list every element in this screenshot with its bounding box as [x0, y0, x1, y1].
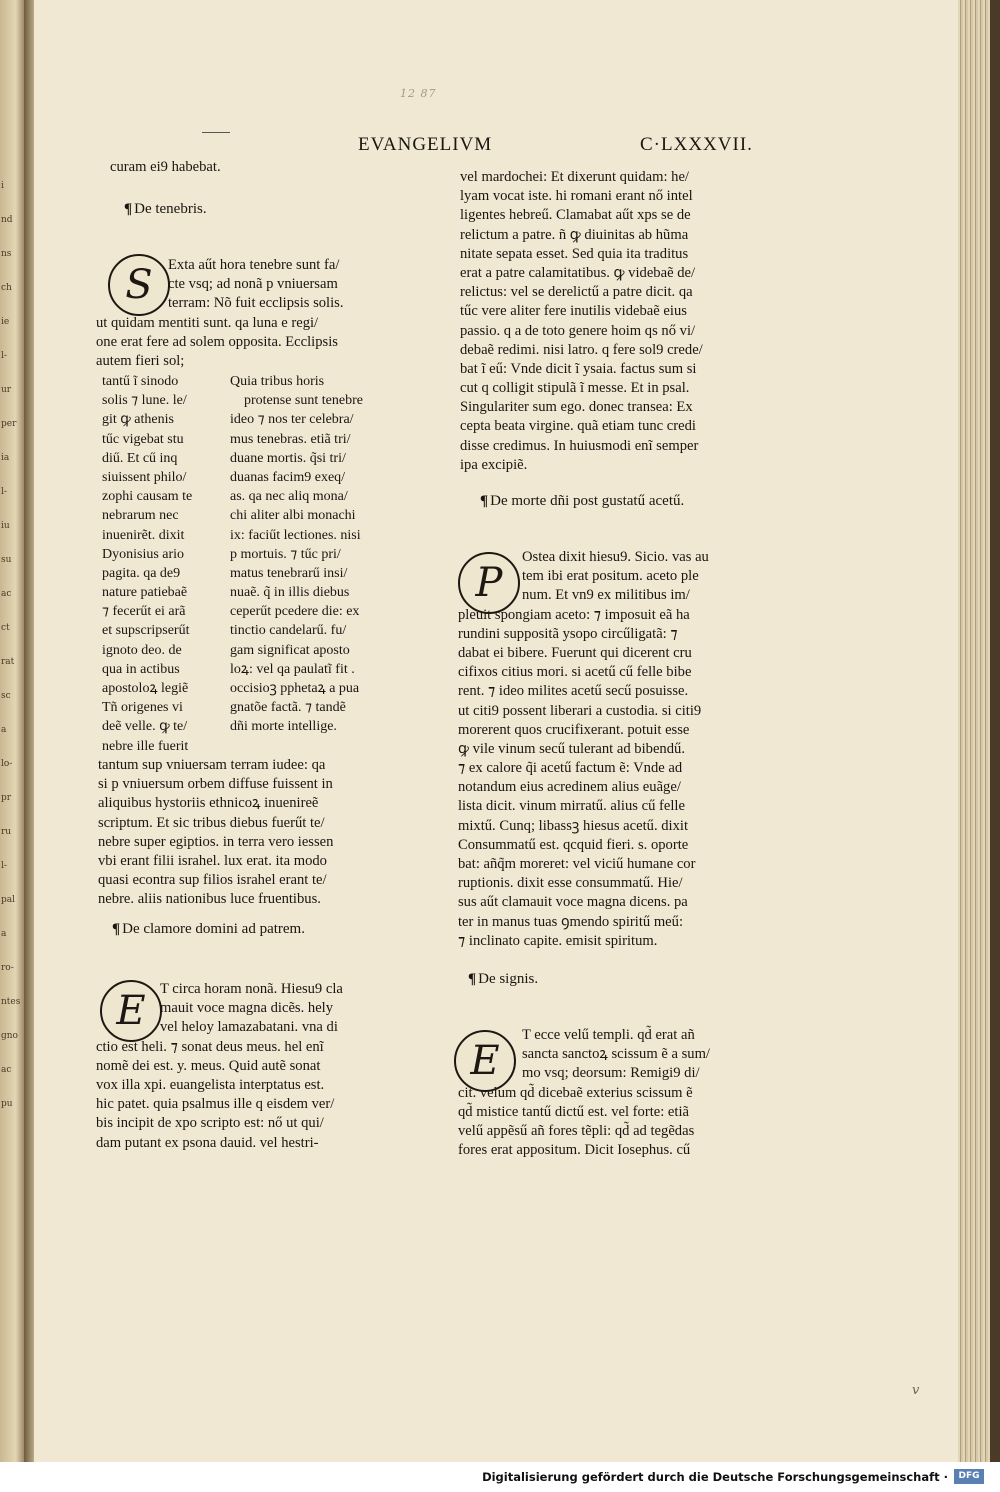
text-line: nebre ille fuerit	[102, 738, 189, 754]
text-line: lyam vocat iste. hi romani erant nő intel	[460, 188, 693, 205]
heading-de-clamore	[112, 920, 305, 939]
text-line: ⁊ ex calore q̃i acetű factum ẽ: Vnde ad	[458, 760, 683, 777]
text-line: ceperűt pcedere die: ex	[230, 604, 360, 620]
text-line: protense sunt tenebre	[244, 393, 363, 409]
text-line: et supscripserűt	[102, 623, 190, 639]
text-line: disse credimus. In huiusmodi enĩ semper	[460, 437, 699, 454]
facing-page-fragment: ns	[1, 249, 12, 259]
text-line: erat a patre calamitatibus. ꝙ videbaẽ de/	[460, 264, 696, 281]
gloss-quia-tribus	[230, 372, 390, 737]
text-line: ligentes hebreű. Clamabat aűt xps se de	[460, 207, 691, 224]
text-line: tantű ĩ sinodo	[102, 374, 179, 389]
initial-e2-decorated: E	[454, 1030, 516, 1092]
initial-s-decorated: S	[108, 254, 170, 316]
text-line: qd̃ mistice tantű dictű est. vel forte: etiã	[458, 1103, 689, 1120]
text-line: ignoto deo. de	[102, 642, 182, 658]
text-line: tinctio candelarű. fu/	[230, 623, 347, 639]
text-line: num. Et vn9 ex militibus im/	[522, 587, 690, 604]
text-line: ix: faciűt lectiones. nisi	[230, 527, 361, 543]
heading-text: De clamore domini ad patrem.	[122, 921, 305, 937]
heading-de-morte	[480, 492, 684, 511]
text-line: nomẽ dei est. y. meus. Quid autẽ sonat	[96, 1057, 321, 1074]
text-line: tűc vere aliter fere inutilis videbaẽ eius	[460, 303, 687, 320]
heading-text: De signis.	[478, 971, 539, 987]
facing-page-fragment: sc	[1, 691, 11, 701]
facing-page-fragment: pr	[1, 793, 12, 803]
facing-page-fragment: ac	[1, 1065, 12, 1075]
text-line: terram: Nõ fuit ecclipsis solis.	[168, 295, 344, 312]
facing-page-fragment: ntes	[1, 997, 21, 1007]
facing-page-fragment: l-	[1, 861, 7, 871]
text-line: Consummatű est. qcquid fieri. s. oporte	[458, 836, 689, 853]
facing-page-fragment: i	[1, 181, 4, 191]
text-line: cepta beata virgine. quã etiam tunc credi	[460, 418, 696, 435]
text-line: ut quidam mentiti sunt. qa luna e regi/	[96, 314, 319, 331]
text-line: cit. velum qd̃ dicebaẽ exterius scissum ẽ	[458, 1084, 693, 1101]
pilcrow-icon: ¶	[480, 493, 489, 509]
running-title: EVANGELIVM	[358, 134, 493, 155]
facing-page-fragment: ch	[1, 283, 12, 293]
paragraph-tail	[98, 756, 388, 910]
text-line: debaẽ redimi. nisi latro. q fere sol9 crede/	[460, 341, 703, 358]
facing-page-fragment: l-	[1, 351, 7, 361]
text-line: inuenirẽt. dixit	[102, 527, 185, 543]
heading-text: De tenebris.	[134, 201, 207, 217]
text-line: lista dicit. vinum mirratű. alius cű felle	[458, 798, 685, 815]
text-line: mauit voce magna dicẽs. hely	[160, 1000, 334, 1017]
text-line: mo vsq; deorsum: Remigi9 di/	[522, 1065, 700, 1082]
text-line: qua in actibus	[102, 661, 180, 677]
facing-page-fragment: a	[1, 929, 7, 939]
text-line: Quia tribus horis	[230, 374, 325, 389]
facing-page-fragment: ur	[1, 385, 12, 395]
text-line: duanas facim9 exeq/	[230, 469, 346, 485]
facing-page-fragment: ct	[1, 623, 10, 633]
text-line: passio. q a de toto genere hoim qs nő vi/	[460, 322, 696, 339]
text-line: bis incipit de xpo scripto est: nő ut qui/	[96, 1115, 324, 1132]
text-line: pagita. qa de9	[102, 565, 181, 581]
text-line: ter in manus tuas ꝯmendo spiritű meű:	[458, 913, 684, 930]
dfg-logo: DFG	[954, 1469, 984, 1484]
text-line: tűc vigebat stu	[102, 431, 184, 447]
paragraph-postea	[458, 548, 760, 951]
text-line: pleuit spongiam aceto: ⁊ imposuit eã ha	[458, 606, 690, 623]
text-line: dabat ei bibere. Fuerunt qui dicerent cru	[458, 644, 692, 661]
text-line: nature patiebaẽ	[102, 585, 188, 601]
text-line: gam significat aposto	[230, 642, 350, 658]
text-line: T ecce velű templi. qd̃ erat añ	[522, 1027, 695, 1043]
text-line: si p vniuersum orbem diffuse fuissent in	[98, 776, 333, 793]
text-line: relictus: vel se derelictű a patre dicit. qa	[460, 284, 693, 301]
text-line: fores erat appositum. Dicit Iosephus. cű	[458, 1142, 691, 1159]
text-line: one erat fere ad solem opposita. Ecclipsis	[96, 333, 338, 350]
text-line: ut citi9 possent liberari a custodia. si citi9	[458, 702, 702, 719]
text-line: hic patet. quia psalmus ille q eisdem ver/	[96, 1096, 335, 1113]
text-line: sancta sanctoꝝ scissum ẽ a sum/	[522, 1046, 710, 1063]
text-line: gnatõe factã. ⁊ tandẽ	[230, 700, 346, 716]
facing-page-fragment: rat	[1, 657, 15, 667]
text-line: matus tenebrarű insi/	[230, 565, 348, 581]
signature-mark: v	[912, 1383, 920, 1398]
text-line: mixtű. Cunq; libassꝫ hiesus acetű. dixit	[458, 817, 688, 834]
text-line: duane mortis. q̃si tri/	[230, 450, 346, 466]
paragraph-sexta-hora	[96, 256, 386, 371]
facing-page-fragment: gno	[1, 1031, 18, 1041]
folio-number: C·LXXXVII.	[640, 134, 753, 155]
text-line: aliquibus hystoriis ethnicoꝝ inuenireẽ	[98, 795, 319, 812]
text-line: bat: añq̃m moreret: vel viciű humane cor	[458, 856, 696, 872]
text-line: nitate sepata esset. Sed quia ita traditus	[460, 245, 689, 262]
text-line: ꝙ vile vinum secű tulerant ad bibendű.	[458, 740, 685, 757]
text-line: siuissent philo/	[102, 469, 187, 485]
text-line: Singulariter sum ego. donec transea: Ex	[460, 399, 693, 416]
text-line: sus aűt clamauit voce magna dicens. pa	[458, 894, 688, 911]
text-line: Exta aűt hora tenebre sunt fa/	[168, 257, 340, 273]
pilcrow-icon: ¶	[468, 971, 477, 987]
text-line: loꝝ: vel qa paulatĩ fit .	[230, 661, 355, 677]
text-line: vbi erant filii israhel. lux erat. ita modo	[98, 852, 327, 869]
facing-page-fragment: ru	[1, 827, 12, 837]
text-line: ruptionis. dixit esse consummatű. Hie/	[458, 875, 683, 892]
text-line: solis ⁊ lune. le/	[102, 393, 187, 409]
paragraph-circa-horam	[96, 980, 386, 1153]
text-line: ⁊ fecerűt ei arã	[102, 604, 186, 620]
text-line: Tñ origenes vi	[102, 700, 183, 716]
text-line: rundini suppositã ysopo circűligatã: ⁊	[458, 625, 678, 642]
text-line: T circa horam nonã. Hiesu9 cla	[160, 981, 343, 997]
text-line: mus tenebras. etiã tri/	[230, 431, 351, 447]
text-line: cte vsq; ad nonã p vniuersam	[168, 276, 338, 293]
text-line: deẽ velle. ꝙ te/	[102, 719, 188, 735]
facing-page-fragment: pu	[1, 1099, 13, 1109]
text-line: tem ibi erat positum. aceto ple	[522, 568, 699, 585]
facing-page-fragment: iu	[1, 521, 10, 531]
text-line: ⁊ inclinato capite. emisit spiritum.	[458, 932, 658, 949]
text-line: scriptum. Et sic tribus diebus fuerűt te/	[98, 814, 325, 831]
funding-credit: Digitalisierung gefördert durch die Deutsche Forschungsgemeinschaft ·	[482, 1470, 948, 1484]
initial-e-decorated: E	[100, 980, 162, 1042]
text-line: rent. ⁊ ideo milites acetű secű posuisse.	[458, 683, 689, 700]
heading-text: De morte dñi post gustatű acetű.	[490, 493, 685, 509]
text-line: bat ĩ eű: Vnde dicit ĩ ysaia. factus sum si	[460, 360, 697, 377]
pilcrow-icon: ¶	[112, 921, 121, 937]
text-line: occisioꝫ pphetaꝝ a pua	[230, 681, 360, 696]
text-line: relictum a patre. ñ ꝙ diuinitas ab hũma	[460, 226, 689, 243]
text-line: nebre. aliis nationibus luce fruentibus.	[98, 891, 321, 908]
text-line: ctio est heli. ⁊ sonat deus meus. hel enĩ	[96, 1038, 324, 1055]
text-line: velű appẽsű añ fores tẽpli: qd̃ ad tegẽdas	[458, 1122, 695, 1139]
text-line: cifixos citius mori. si acetű cű felle bibe	[458, 664, 692, 681]
text-line: nebrarum nec	[102, 508, 179, 524]
text-line: Dyonisius ario	[102, 546, 185, 562]
facing-page-fragment: nd	[1, 215, 13, 225]
heading-de-tenebris	[124, 200, 207, 219]
text-line: notandum eius acredinem alius euãge/	[458, 779, 681, 796]
facing-page-fragment: l-	[1, 487, 7, 497]
text-line: Ostea dixit hiesu9. Sicio. vas au	[522, 549, 709, 565]
facing-page-edge	[0, 0, 26, 1462]
book-cover-edge	[990, 0, 1000, 1462]
text-line: morerent quos crucifixerant. potuit esse	[458, 721, 690, 738]
footer-bar	[0, 1462, 1000, 1492]
paragraph-narrow	[102, 372, 220, 756]
text-line: as. qa nec aliq mona/	[230, 489, 348, 505]
text-line: vel mardochei: Et dixerunt quidam: he/	[460, 169, 689, 185]
text-line: p mortuis. ⁊ tűc pri/	[230, 546, 341, 562]
initial-p-decorated: P	[458, 552, 520, 614]
paragraph-ecce-velum	[458, 1026, 758, 1160]
text-line: vox illa xpi. euangelista interptatus est.	[96, 1076, 325, 1093]
facing-page-fragment: pal	[1, 895, 16, 905]
text-line: nuaẽ. q̃ in illis diebus	[230, 585, 350, 601]
text-line: quasi econtra sup filios israhel erant te/	[98, 872, 327, 889]
text-line: dñi morte intellige.	[230, 719, 337, 735]
pencil-note: 12 87	[400, 87, 437, 100]
facing-page-fragment: lo-	[1, 759, 13, 769]
facing-page-fragment: ie	[1, 317, 10, 327]
text-line: nebre super egiptios. in terra vero iessen	[98, 833, 334, 850]
text-line: dam putant ex psona dauid. vel hestri-	[96, 1134, 319, 1151]
pilcrow-icon: ¶	[124, 201, 133, 217]
text-line: zophi causam te	[102, 489, 193, 505]
facing-page-fragment: su	[1, 555, 12, 565]
text-line: diű. Et cű inq	[102, 450, 178, 466]
facing-page-fragment: ac	[1, 589, 12, 599]
text-line: apostoloꝝ legiẽ	[102, 681, 189, 696]
text-line: vel heloy lamazabatani. vna di	[160, 1019, 338, 1036]
facing-page-fragment: ia	[1, 453, 10, 463]
facing-page-fragment: a	[1, 725, 7, 735]
facing-page-fragment: ro-	[1, 963, 14, 973]
text-line: ideo ⁊ nos ter celebra/	[230, 412, 354, 428]
paragraph-mardochei	[460, 168, 760, 475]
intro-line: curam ei9 habebat.	[110, 159, 221, 175]
text-line: git ꝙ athenis	[102, 412, 174, 428]
text-line: chi aliter albi monachi	[230, 508, 356, 524]
text-line: tantum sup vniuersam terram iudee: qa	[98, 757, 326, 773]
ink-dash	[202, 132, 230, 133]
facing-page-fragment: per	[1, 419, 17, 429]
text-line: autem fieri sol;	[96, 352, 185, 369]
text-line: cut q colligit stipulã ĩ messe. Et in psal.	[460, 380, 690, 397]
text-line: ipa excipiẽ.	[460, 456, 528, 473]
heading-de-signis	[468, 970, 538, 989]
